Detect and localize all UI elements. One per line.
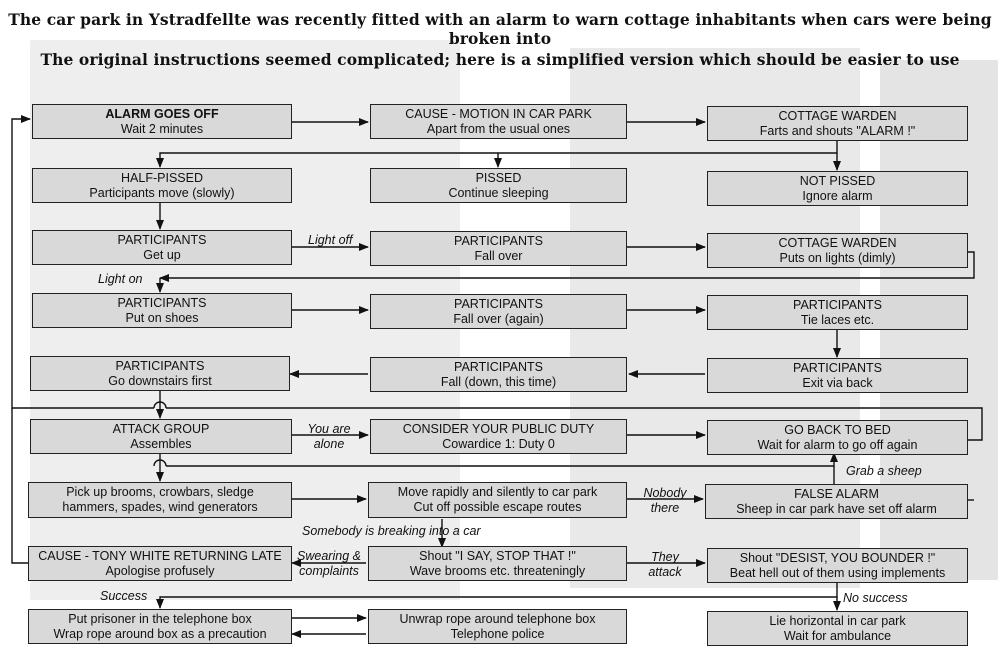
- box-cause-motion: [370, 104, 627, 139]
- box-text: Get up: [143, 248, 181, 262]
- box-title: PARTICIPANTS: [454, 234, 543, 248]
- label-light-off: Light off: [308, 233, 353, 247]
- box-false-alarm: [705, 484, 968, 519]
- box-title: PARTICIPANTS: [115, 359, 205, 373]
- box-tie-laces: [707, 295, 968, 330]
- box-title: CONSIDER YOUR PUBLIC DUTY: [402, 422, 595, 436]
- label-swearing-2: complaints: [299, 564, 359, 578]
- box-warden-lights: [707, 233, 968, 268]
- box-text: Fall over (again): [453, 312, 544, 326]
- label-they-attack-1: They: [651, 550, 679, 564]
- box-title: Shout "DESIST, YOU BOUNDER !": [739, 551, 936, 565]
- box-half-pissed: [32, 168, 292, 203]
- box-text: Wait for alarm to go off again: [757, 438, 918, 452]
- box-pissed: [370, 168, 627, 203]
- label-grab-a-sheep: Grab a sheep: [846, 464, 922, 478]
- box-text: Participants move (slowly): [89, 186, 235, 200]
- page-title: The car park in Ystradfellte was recently fitted with an alarm to warn cottage inhabitants when cars were being broken into: [8, 10, 992, 48]
- label-success: Success: [100, 589, 148, 603]
- box-text: Puts on lights (dimly): [779, 251, 896, 265]
- box-fall-over-again: [370, 294, 627, 329]
- label-swearing-1: Swearing &: [297, 549, 361, 563]
- box-title: Shout "I SAY, STOP THAT !": [419, 549, 576, 563]
- box-title: CAUSE - TONY WHITE RETURNING LATE: [38, 549, 282, 563]
- box-title: NOT PISSED: [799, 174, 876, 188]
- box-get-up: [32, 230, 292, 265]
- label-nobody-there-1: Nobody: [643, 486, 687, 500]
- box-put-on-shoes: [32, 293, 292, 328]
- box-text: Tie laces etc.: [800, 313, 875, 327]
- box-text: Continue sleeping: [448, 186, 549, 200]
- box-attack-group: [30, 419, 292, 454]
- box-text: Apart from the usual ones: [426, 122, 571, 136]
- box-text: Telephone police: [450, 627, 545, 641]
- box-title: Lie horizontal in car park: [769, 614, 906, 628]
- box-pick-up-brooms: [28, 482, 292, 518]
- label-light-on: Light on: [98, 272, 143, 286]
- box-text: Wrap rope around box as a precaution: [53, 627, 267, 641]
- label-you-are-alone-1: You are: [307, 422, 351, 436]
- box-text: Go downstairs first: [108, 374, 212, 388]
- box-title: PARTICIPANTS: [117, 296, 207, 310]
- box-text: Sheep in car park have set off alarm: [736, 502, 937, 516]
- label-somebody-breaking: Somebody is breaking into a car: [302, 524, 481, 538]
- box-text: Wait for ambulance: [783, 629, 892, 643]
- box-text: Exit via back: [802, 376, 873, 390]
- box-text: Beat hell out of them using implements: [729, 566, 946, 580]
- box-go-downstairs: [30, 356, 290, 391]
- label-you-are-alone-2: alone: [313, 437, 345, 451]
- box-title: ALARM GOES OFF: [105, 107, 219, 121]
- box-text: Cowardice 1: Duty 0: [442, 437, 555, 451]
- box-move-rapidly: [368, 482, 627, 518]
- arrow-success-to-prisoner: [160, 583, 837, 608]
- page-subtitle: The original instructions seemed complicated; here is a simplified version which should be easier to use: [40, 50, 960, 69]
- box-title: GO BACK TO BED: [784, 423, 891, 437]
- box-title: PARTICIPANTS: [793, 298, 882, 312]
- label-nobody-there-2: there: [650, 501, 680, 515]
- box-text: Put on shoes: [125, 311, 199, 325]
- box-title: Move rapidly and silently to car park: [397, 485, 598, 499]
- box-text: Wave brooms etc. threateningly: [409, 564, 586, 578]
- box-title: ATTACK GROUP: [112, 422, 210, 436]
- box-lie-horizontal: [707, 611, 968, 646]
- box-text: Fall (down, this time): [440, 375, 557, 389]
- box-text: Cut off possible escape routes: [413, 500, 582, 514]
- box-title: COTTAGE WARDEN: [778, 236, 897, 250]
- box-text: Fall over: [474, 249, 523, 263]
- box-public-duty: [370, 419, 627, 454]
- box-title: Pick up brooms, crowbars, sledge: [66, 485, 254, 499]
- box-exit-via-back: [707, 358, 968, 393]
- box-title: COTTAGE WARDEN: [778, 109, 897, 123]
- box-text: Ignore alarm: [802, 189, 873, 203]
- box-warden-farts: [707, 106, 968, 141]
- box-alarm-goes-off: [32, 104, 292, 139]
- box-shout-desist: [707, 548, 968, 583]
- box-shout-stop: [368, 546, 627, 581]
- box-fall-down: [370, 357, 627, 392]
- label-they-attack-2: attack: [648, 565, 682, 579]
- box-title: PARTICIPANTS: [454, 360, 543, 374]
- box-title: PARTICIPANTS: [117, 233, 207, 247]
- arrow-tony-to-loop: [12, 408, 28, 563]
- box-tony-white: [28, 546, 292, 581]
- box-title: Put prisoner in the telephone box: [68, 612, 252, 626]
- box-text: Farts and shouts "ALARM !": [759, 124, 916, 138]
- box-not-pissed: [707, 171, 968, 206]
- box-unwrap-rope: [368, 609, 627, 644]
- box-title: PISSED: [475, 171, 522, 185]
- box-text: Apologise profusely: [105, 564, 215, 578]
- box-fall-over: [370, 231, 627, 266]
- box-go-back-to-bed: [707, 420, 968, 455]
- box-title: HALF-PISSED: [121, 171, 203, 185]
- box-text: Wait 2 minutes: [120, 122, 204, 136]
- label-no-success: No success: [843, 591, 908, 605]
- box-title: Unwrap rope around telephone box: [399, 612, 596, 626]
- box-title: FALSE ALARM: [794, 487, 879, 501]
- box-title: PARTICIPANTS: [793, 361, 882, 375]
- box-title: PARTICIPANTS: [454, 297, 543, 311]
- box-title: CAUSE - MOTION IN CAR PARK: [405, 107, 592, 121]
- box-text: hammers, spades, wind generators: [62, 500, 258, 514]
- box-put-prisoner: [28, 609, 292, 644]
- box-text: Assembles: [130, 437, 192, 451]
